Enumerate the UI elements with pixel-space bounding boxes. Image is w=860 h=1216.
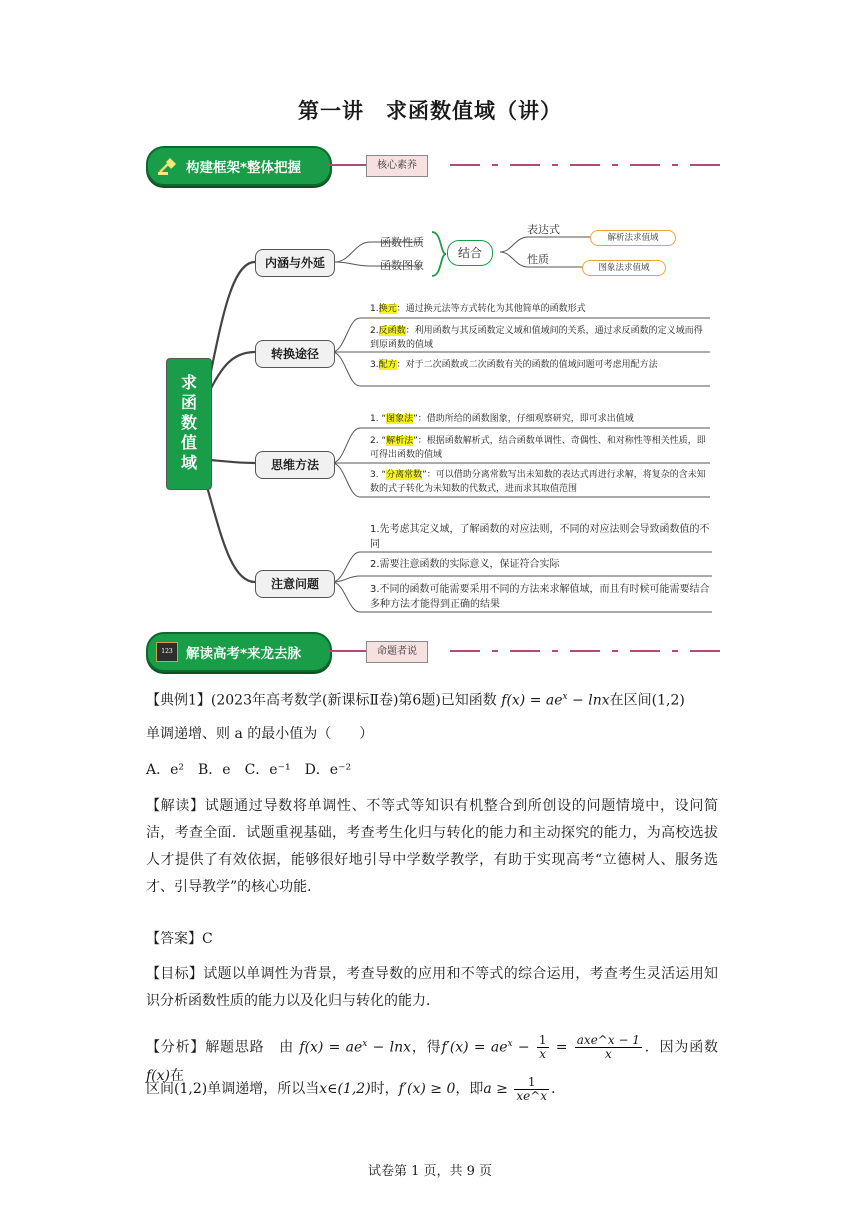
keyword-highlight: 反函数: [378, 326, 406, 336]
section-banner-framework: [146, 146, 332, 186]
blackboard-icon: 123: [156, 642, 178, 662]
page-footer: 试卷第 1 页，共 9 页: [367, 1164, 493, 1179]
sub-function-property: 函数性质: [380, 236, 424, 249]
page-title: 第一讲 求函数值域（讲）: [298, 99, 562, 123]
method-item-3: 3. “分离常数”：可以借助分离常数写出未知数的表达式再进行求解，将复杂的含未知数的式子转化为未知数的代数式，进而求其取值范围: [370, 470, 706, 494]
attention-item-3: 3.不同的函数可能需要采用不同的方法来求解值域，而且有时候可能需要结合多种方法才能得到正确的结果: [370, 584, 710, 610]
node-transform: 转换途径: [255, 340, 335, 368]
analysis-line1: 【分析】解题思路 由 $f(x) = ae^x - \ln x$，得$f'(x) = ae^x$ − $\frac{1}{x}$ = $\frac{\text{axe\textasciicircum{}x − 1}}{x}$ ．因为函数f(x)在: [146, 1033, 719, 1084]
mindmap-root-label: 求 函 数 值 域: [180, 373, 197, 472]
method-item-1: 1. “图象法”：借助所给的函数图象，仔细观察研究，即可求出值域: [370, 414, 634, 424]
section-banner-exam: [146, 632, 332, 672]
fraction: $\frac{1}{x}$: [538, 1033, 547, 1062]
interpretation-paragraph: 【解读】试题通过导数将单调性、不等式等知识有机整合到所创设的问题情境中，设问简洁，考查全面．试题重视基础，考查考生化归与转化的能力和主动探究的能力，为高校选拔人才提供了有效依据，能够很好地引导中学数学教学，有助于实现高考“立德树人、服务选才、引导教学”的核心功能．: [146, 798, 719, 895]
banner-label: 解读高考*来龙去脉: [186, 646, 302, 662]
keyword-highlight: 图象法: [386, 414, 414, 424]
example-question: 【典例1】(2023年高考数学(新课标Ⅱ卷)第6题)已知函数 $f(x) = ae^x - \ln x$在区间(1,2): [146, 692, 685, 709]
badge-analytic-method: 解析法求值域: [590, 230, 676, 246]
fraction: $\frac{\text{axe\textasciicircum{}x − 1}}{x}$: [576, 1033, 640, 1062]
badge-graph-method: 图象法求值域: [582, 260, 666, 276]
node-attention: 注意问题: [255, 570, 335, 598]
transform-item-2: 2.反函数：利用函数与其反函数定义域和值域间的关系，通过求反函数的定义域而得到原函数的值域: [370, 326, 703, 350]
lamp-icon: [156, 154, 178, 176]
analysis-line2: 区间(1,2)单调递增，所以当x∈(1,2)时，f′(x) ≥ 0，即a ≥ $\frac{1}{xe\^{}x}$ ．: [146, 1074, 566, 1103]
node-thinking-method: 思维方法: [255, 451, 335, 479]
fraction: $\frac{1}{xe\^{}x}$: [516, 1074, 548, 1103]
attention-item-2: 2.需要注意函数的实际意义，保证符合实际: [370, 559, 560, 570]
attention-item-1: 1.先考虑其定义域，了解函数的对应法则，不同的对应法则会导致函数值的不同: [370, 524, 710, 550]
example-options: A．e² B．e C．e⁻¹ D．e⁻²: [146, 762, 352, 778]
node-combine: 结合: [447, 240, 493, 266]
target-paragraph: 【目标】试题以单调性为背景，考查导数的应用和不等式的综合运用，考查考生灵活运用知识分析函数性质的能力以及化归与转化的能力．: [146, 966, 719, 1009]
tag-core-literacy: 核心素养: [366, 155, 428, 177]
keyword-highlight: 分离常数: [386, 470, 423, 480]
keyword-highlight: 配方: [378, 360, 397, 370]
method-item-2: 2. “解析法”：根据函数解析式，结合函数单调性、奇偶性、和对称性等相关性质，即可得出函数的值域: [370, 436, 706, 460]
mindmap-root: [166, 358, 212, 490]
tag-setter-says: 命题者说: [366, 641, 428, 663]
keyword-highlight: 解析法: [386, 436, 414, 446]
banner-label: 构建框架*整体把握: [186, 160, 302, 176]
transform-item-1: 1.换元：通过换元法等方式转化为其他简单的函数形式: [370, 304, 586, 314]
transform-item-3: 3.配方：对于二次函数或二次函数有关的函数的值域问题可考虑用配方法: [370, 360, 658, 370]
sub-property: 性质: [527, 253, 549, 266]
answer-line: 【答案】C: [146, 931, 213, 947]
keyword-highlight: 换元: [378, 304, 397, 314]
sub-function-graph: 函数图象: [380, 259, 424, 272]
example-question-line2: 单调递增、则 a 的最小值为（ ）: [146, 726, 374, 742]
node-connotation: 内涵与外延: [255, 249, 335, 277]
sub-expression: 表达式: [527, 223, 560, 236]
